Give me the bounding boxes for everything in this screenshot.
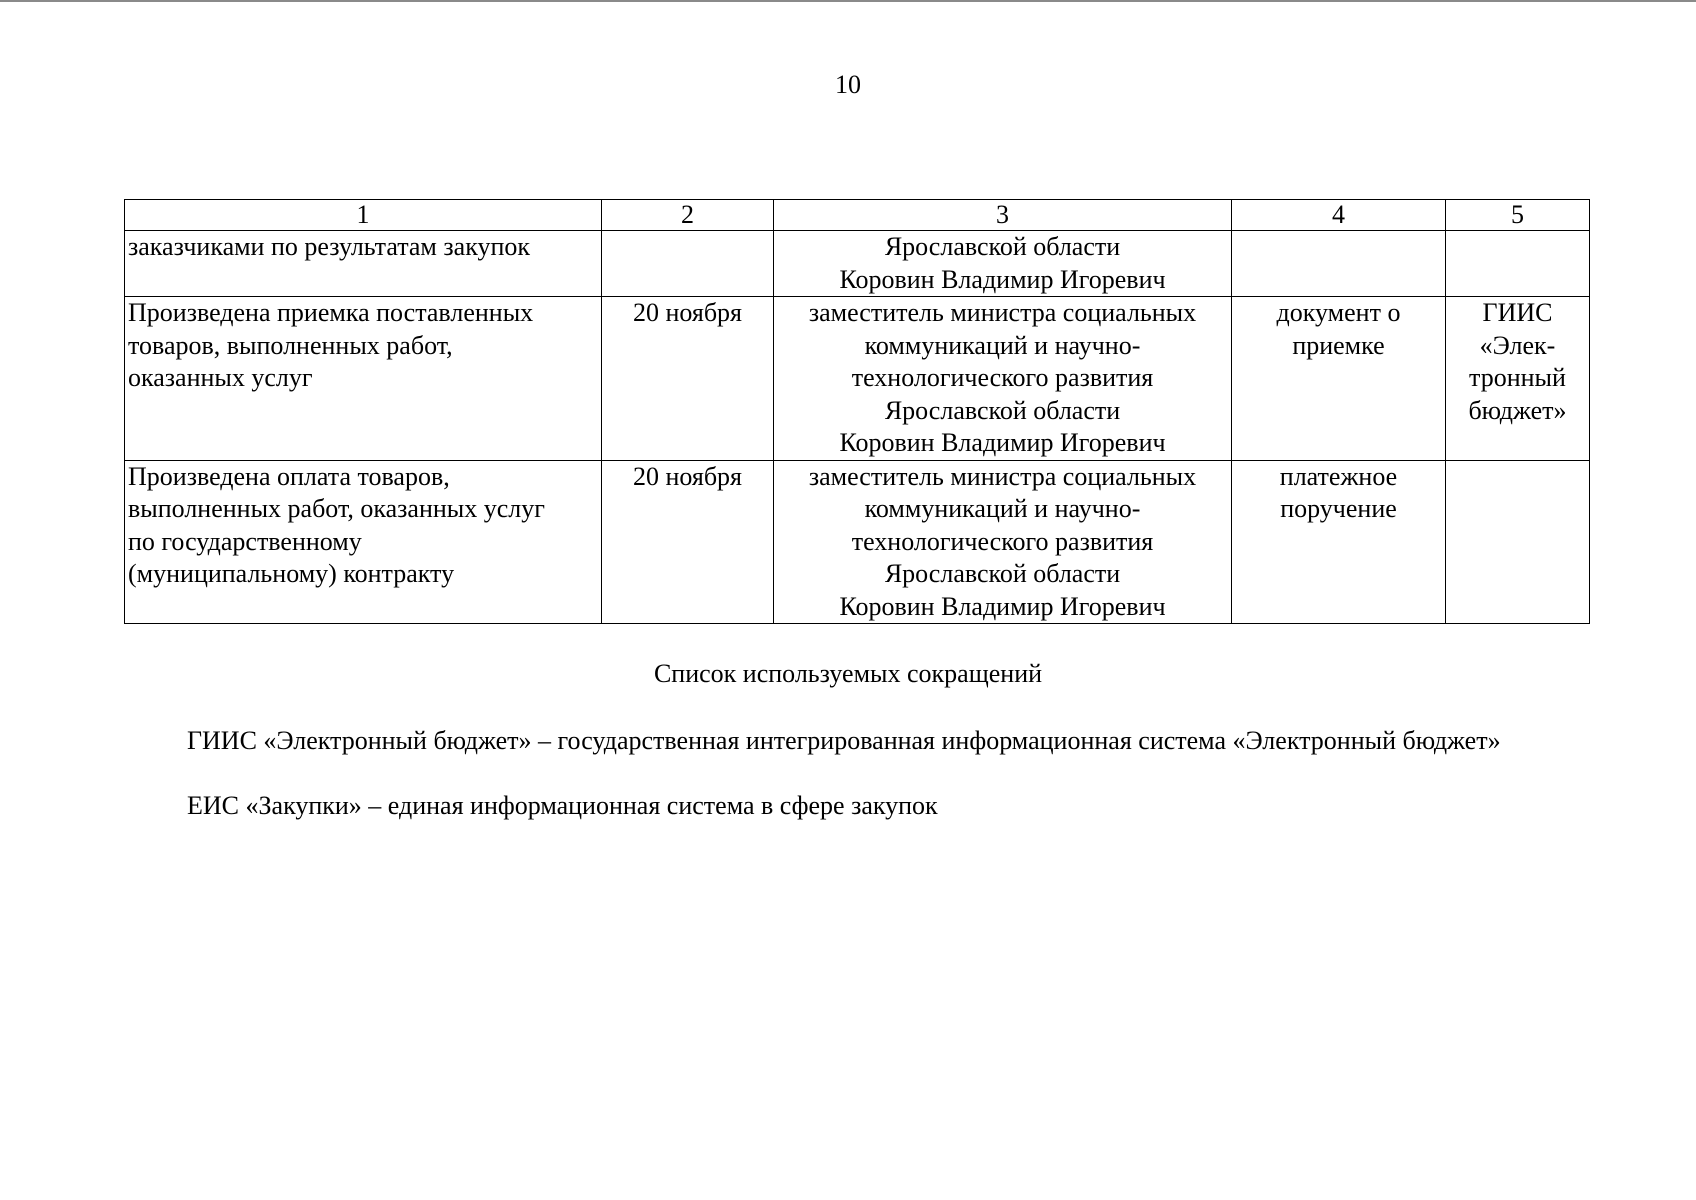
cell-text-line: ГИИС — [1482, 298, 1553, 327]
table-row — [125, 231, 1590, 297]
cell-text-line: 20 ноября — [632, 461, 743, 491]
table-header-row — [125, 200, 1590, 231]
cell-text-line: Ярославской области — [884, 559, 1121, 588]
abbreviation-giis: ГИИС «Электронный бюджет» – государственная интегрированная информационная система «Электронный бюджет» — [187, 726, 1501, 755]
cell-text-line: тронный — [1469, 363, 1566, 392]
top-border-line — [0, 0, 1696, 2]
table-cell-col4 — [1232, 460, 1446, 624]
abbreviations-title: Список используемых сокращений — [653, 659, 1043, 688]
cell-text-line: заместитель министра социальных — [808, 298, 1197, 327]
cell-text-line: по государственному — [128, 526, 362, 556]
column-header-1: 1 — [125, 200, 602, 231]
table-cell-col2 — [602, 460, 774, 624]
cell-text-line: заместитель министра социальных — [808, 461, 1197, 491]
cell-text-line: поручение — [1280, 494, 1397, 523]
column-header-4: 4 — [1232, 200, 1446, 231]
cell-text-line: технологического развития — [851, 363, 1154, 392]
column-header-5: 5 — [1446, 200, 1590, 231]
procurement-table — [124, 199, 1590, 624]
cell-text-line: 20 ноября — [632, 298, 743, 327]
table-cell-col2 — [602, 297, 774, 461]
table-row — [125, 297, 1590, 461]
table-cell-col3 — [774, 460, 1232, 624]
cell-text-line: платежное — [1279, 461, 1398, 491]
cell-text-line: товаров, выполненных работ, — [128, 330, 453, 360]
column-header-3: 3 — [774, 200, 1232, 231]
cell-text-line: Произведена оплата товаров, — [128, 461, 450, 491]
table-cell-col1 — [125, 460, 602, 624]
column-header-2: 2 — [602, 200, 774, 231]
cell-text-line: технологического развития — [851, 526, 1154, 556]
cell-text-line: Коровин Владимир Игоревич — [839, 264, 1166, 294]
cell-text-line: заказчиками по результатам закупок — [128, 232, 531, 261]
table-cell-col1 — [125, 297, 602, 461]
abbreviation-eis: ЕИС «Закупки» – единая информационная система в сфере закупок — [187, 791, 938, 820]
table-cell-col1 — [125, 231, 602, 297]
table-cell-col5 — [1446, 231, 1590, 297]
cell-text-line: (муниципальному) контракту — [128, 559, 455, 588]
page-number: 10 — [835, 70, 861, 99]
table-cell-col4 — [1232, 297, 1446, 461]
table-cell-col3 — [774, 231, 1232, 297]
cell-text-line: «Элек- — [1479, 330, 1556, 360]
cell-text-line: Ярославской области — [884, 232, 1121, 261]
cell-text-line: Произведена приемка поставленных — [128, 298, 534, 327]
cell-text-line: документ о — [1276, 298, 1401, 327]
table-cell-col2 — [602, 231, 774, 297]
table-cell-col5 — [1446, 297, 1590, 461]
cell-text-line: выполненных работ, оказанных услуг — [128, 494, 545, 523]
table-cell-col4 — [1232, 231, 1446, 297]
cell-text-line: оказанных услуг — [128, 363, 313, 392]
cell-text-line: Коровин Владимир Игоревич — [839, 428, 1166, 457]
table-cell-col5 — [1446, 460, 1590, 624]
cell-text-line: приемке — [1292, 330, 1385, 360]
cell-text-line: Ярославской области — [884, 395, 1121, 425]
table-cell-col3 — [774, 297, 1232, 461]
cell-text-line: бюджет» — [1468, 395, 1567, 425]
cell-text-line: Коровин Владимир Игоревич — [839, 591, 1166, 621]
cell-text-line: коммуникаций и научно- — [864, 494, 1141, 523]
table-body — [125, 231, 1590, 624]
cell-text-line: коммуникаций и научно- — [864, 330, 1141, 360]
table-row — [125, 460, 1590, 624]
